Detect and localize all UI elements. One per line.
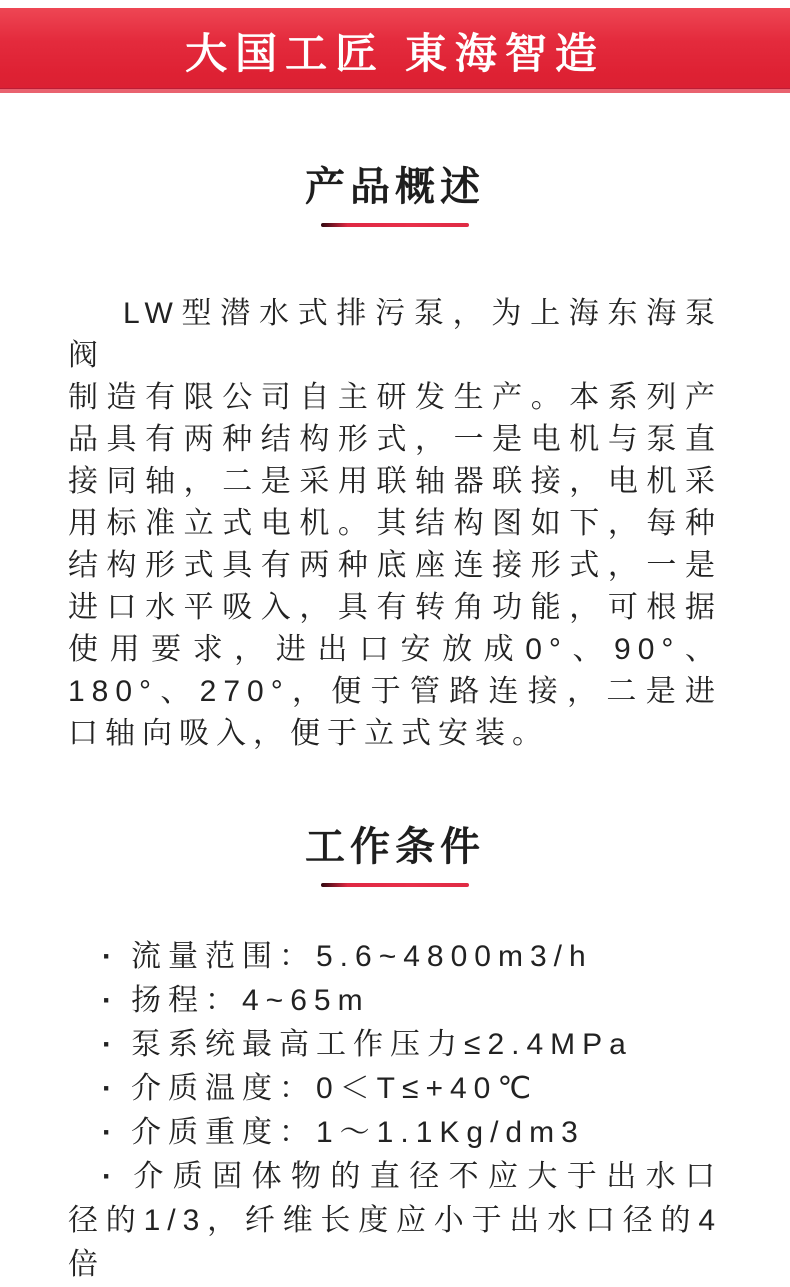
banner-title: 大国工匠 東海智造 xyxy=(185,29,605,77)
conditions-list xyxy=(68,935,722,1287)
section-overview xyxy=(0,165,790,755)
paragraph-line: 品具有两种结构形式，一是电机与泵直 xyxy=(68,423,722,456)
paragraph-line: 180°、270°，便于管路连接，二是进 xyxy=(68,675,722,708)
bullet-icon: · xyxy=(102,1072,119,1105)
paragraph-line: 接同轴，二是采用联轴器联接，电机采 xyxy=(68,465,722,498)
paragraph-line: 结构形式具有两种底座连接形式，一是 xyxy=(68,549,722,582)
bullet-icon: · xyxy=(102,940,119,973)
paragraph-line: 用标准立式电机。其结构图如下，每种 xyxy=(68,507,722,540)
bullet-icon: · xyxy=(102,1028,119,1061)
overview-title: 产品概述 xyxy=(305,165,485,209)
condition-item xyxy=(68,979,722,1023)
section-working-conditions xyxy=(0,825,790,1287)
title-underline xyxy=(321,883,469,887)
bullet-icon: · xyxy=(102,984,119,1017)
condition-item xyxy=(68,1111,722,1155)
condition-text: 扬程：4~65m xyxy=(131,984,370,1017)
paragraph-line: LW型潜水式排污泵，为上海东海泵阀 xyxy=(68,297,722,372)
condition-item xyxy=(68,1023,722,1067)
condition-text: 流量范围：5.6~4800m3/h xyxy=(131,940,593,973)
condition-text: 泵系统最高工作压力≤2.4MPa xyxy=(131,1028,633,1061)
condition-item xyxy=(68,935,722,979)
bullet-icon: · xyxy=(102,1160,119,1193)
condition-text: 介质温度：0＜T≤+40℃ xyxy=(131,1072,539,1105)
overview-paragraph xyxy=(68,293,722,755)
paragraph-line: 进口水平吸入，具有转角功能，可根据 xyxy=(68,591,722,624)
bullet-icon: · xyxy=(102,1116,119,1149)
paragraph-line: 制造有限公司自主研发生产。本系列产 xyxy=(68,381,722,414)
condition-item xyxy=(68,1067,722,1111)
banner xyxy=(0,8,790,93)
title-underline xyxy=(321,223,469,227)
paragraph-line: 口轴向吸入，便于立式安装。 xyxy=(68,717,549,750)
conditions-title: 工作条件 xyxy=(305,825,485,869)
condition-text: 介质重度：1～1.1Kg/dm3 xyxy=(131,1116,585,1149)
paragraph-line: 使用要求，进出口安放成0°、90°、 xyxy=(68,633,722,666)
condition-text: 介质固体物的直径不应大于出水口径的1/3，纤维长度应小于出水口径的4倍 xyxy=(68,1160,722,1281)
condition-item xyxy=(68,1155,722,1287)
